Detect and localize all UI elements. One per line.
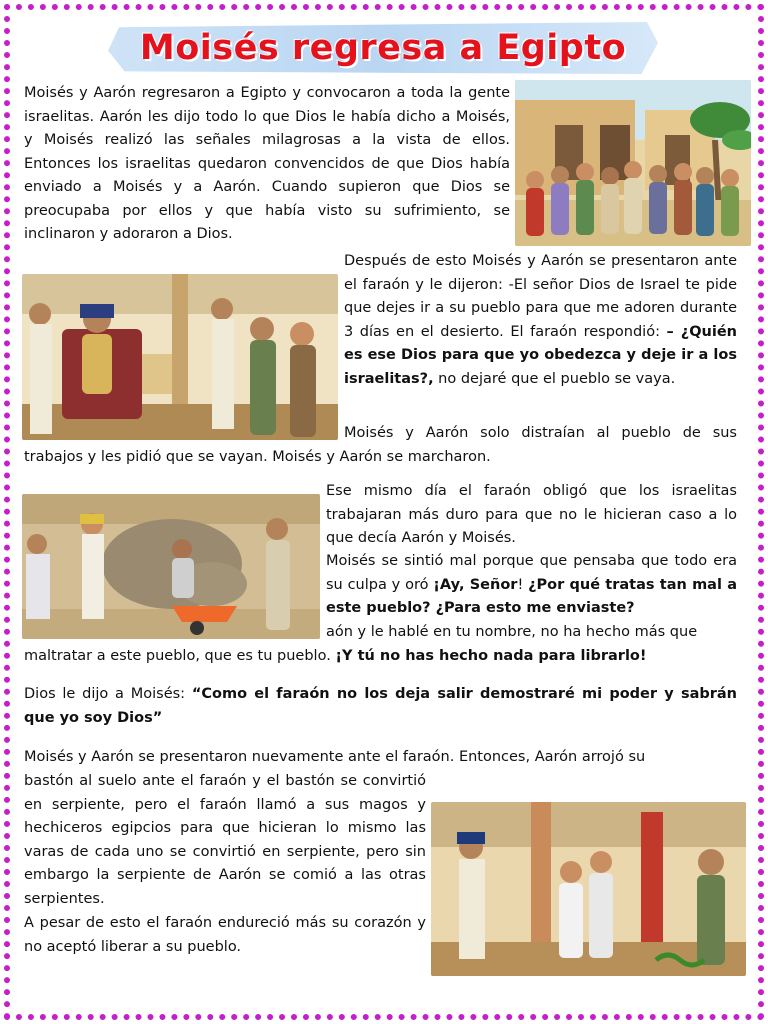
prayer-lament: ¡Y tú no has hecho nada para librarlo! xyxy=(335,648,647,664)
paragraph-4: Ese mismo día el faraón obligó que los israelitas trabajaran más duro para que no le hicieran caso a lo que decía Aarón y Moisés. xyxy=(326,483,737,546)
paragraph-6 xyxy=(24,683,737,730)
illustration-staff-serpent xyxy=(431,802,746,976)
prayer-question: ¿Por qué tratas tan mal a este pueblo? ¿Para esto me enviaste? xyxy=(326,576,737,616)
paragraph-2-text: Después de esto Moisés y Aarón se presentaron ante el faraón y le dijeron: -El señor Dios de Israel te pide que dejes ir a su pueblo para que me adoren durante 3 días en el desierto. El faraón respondió: xyxy=(344,253,737,340)
illustration-israelites-working xyxy=(22,494,320,639)
paragraph-2 xyxy=(344,250,737,391)
paragraph-3: Moisés y Aarón solo distraían al pueblo de sus trabajos y les pidió que se vayan. Moisés y Aarón se marcharon. xyxy=(24,425,737,465)
prayer-exclamation: ¡Ay, Señor xyxy=(433,576,518,593)
paragraph-2-end: no dejaré que el pueblo se vaya. xyxy=(433,370,676,387)
paragraph-9: A pesar de esto el faraón endureció más su corazón y no aceptó liberar a su pueblo. xyxy=(24,915,426,955)
illustration-pharaoh-throne xyxy=(22,274,338,440)
god-quote: “Como el faraón no los deja salir demostraré mi poder y sabrán que yo soy Dios” xyxy=(24,686,737,726)
paragraph-5-mid: ! xyxy=(517,576,529,593)
paragraph-7: Moisés y Aarón se presentaron nuevamente ante el faraón. Entonces, Aarón arrojó su xyxy=(24,749,646,765)
paragraph-1: Moisés y Aarón regresaron a Egipto y convocaron a toda la gente israelitas. Aarón les dijo todo lo que Dios le había dicho a Moisés, y Moisés realizó las señales milagrosas a la vista de ellos. Entonces los israelitas quedaron convencidos de que Dios había enviado a Moisés y a Aarón. Cuando supieron que Dios se preocupaba por ellos y que había visto su sufrimiento, se inclinaron y adoraron a Dios. xyxy=(24,85,510,242)
paragraph-5-final-line xyxy=(24,645,737,669)
paragraph-8: bastón al suelo ante el faraón y el bastón se convirtió en serpiente, pero el faraón llamó a sus magos y hechiceros egipcios para que hicieran lo mismo las varas de cada uno se convirtió en serpiente, pero sin embargo la serpiente de Aarón se comió a las otras serpientes. xyxy=(24,773,426,907)
paragraph-5-continued: aón y le hablé en tu nombre, no ha hecho más que xyxy=(326,624,698,640)
paragraph-5-tail: maltratar a este pueblo, que es tu pueblo. xyxy=(24,648,336,664)
page-title: Moisés regresa a Egipto xyxy=(139,28,627,68)
illustration-israelites-gathered xyxy=(515,80,751,246)
pharaoh-quote: – ¿Quién es ese Dios para que yo obedezca y deje ir a los israelitas?, xyxy=(344,323,737,387)
paragraph-6-text: Dios le dijo a Moisés: xyxy=(24,686,192,702)
paragraph-5-text: Moisés se sintió mal porque que pensaba que todo era su culpa y oró xyxy=(326,553,737,593)
paragraph-5 xyxy=(326,550,737,621)
